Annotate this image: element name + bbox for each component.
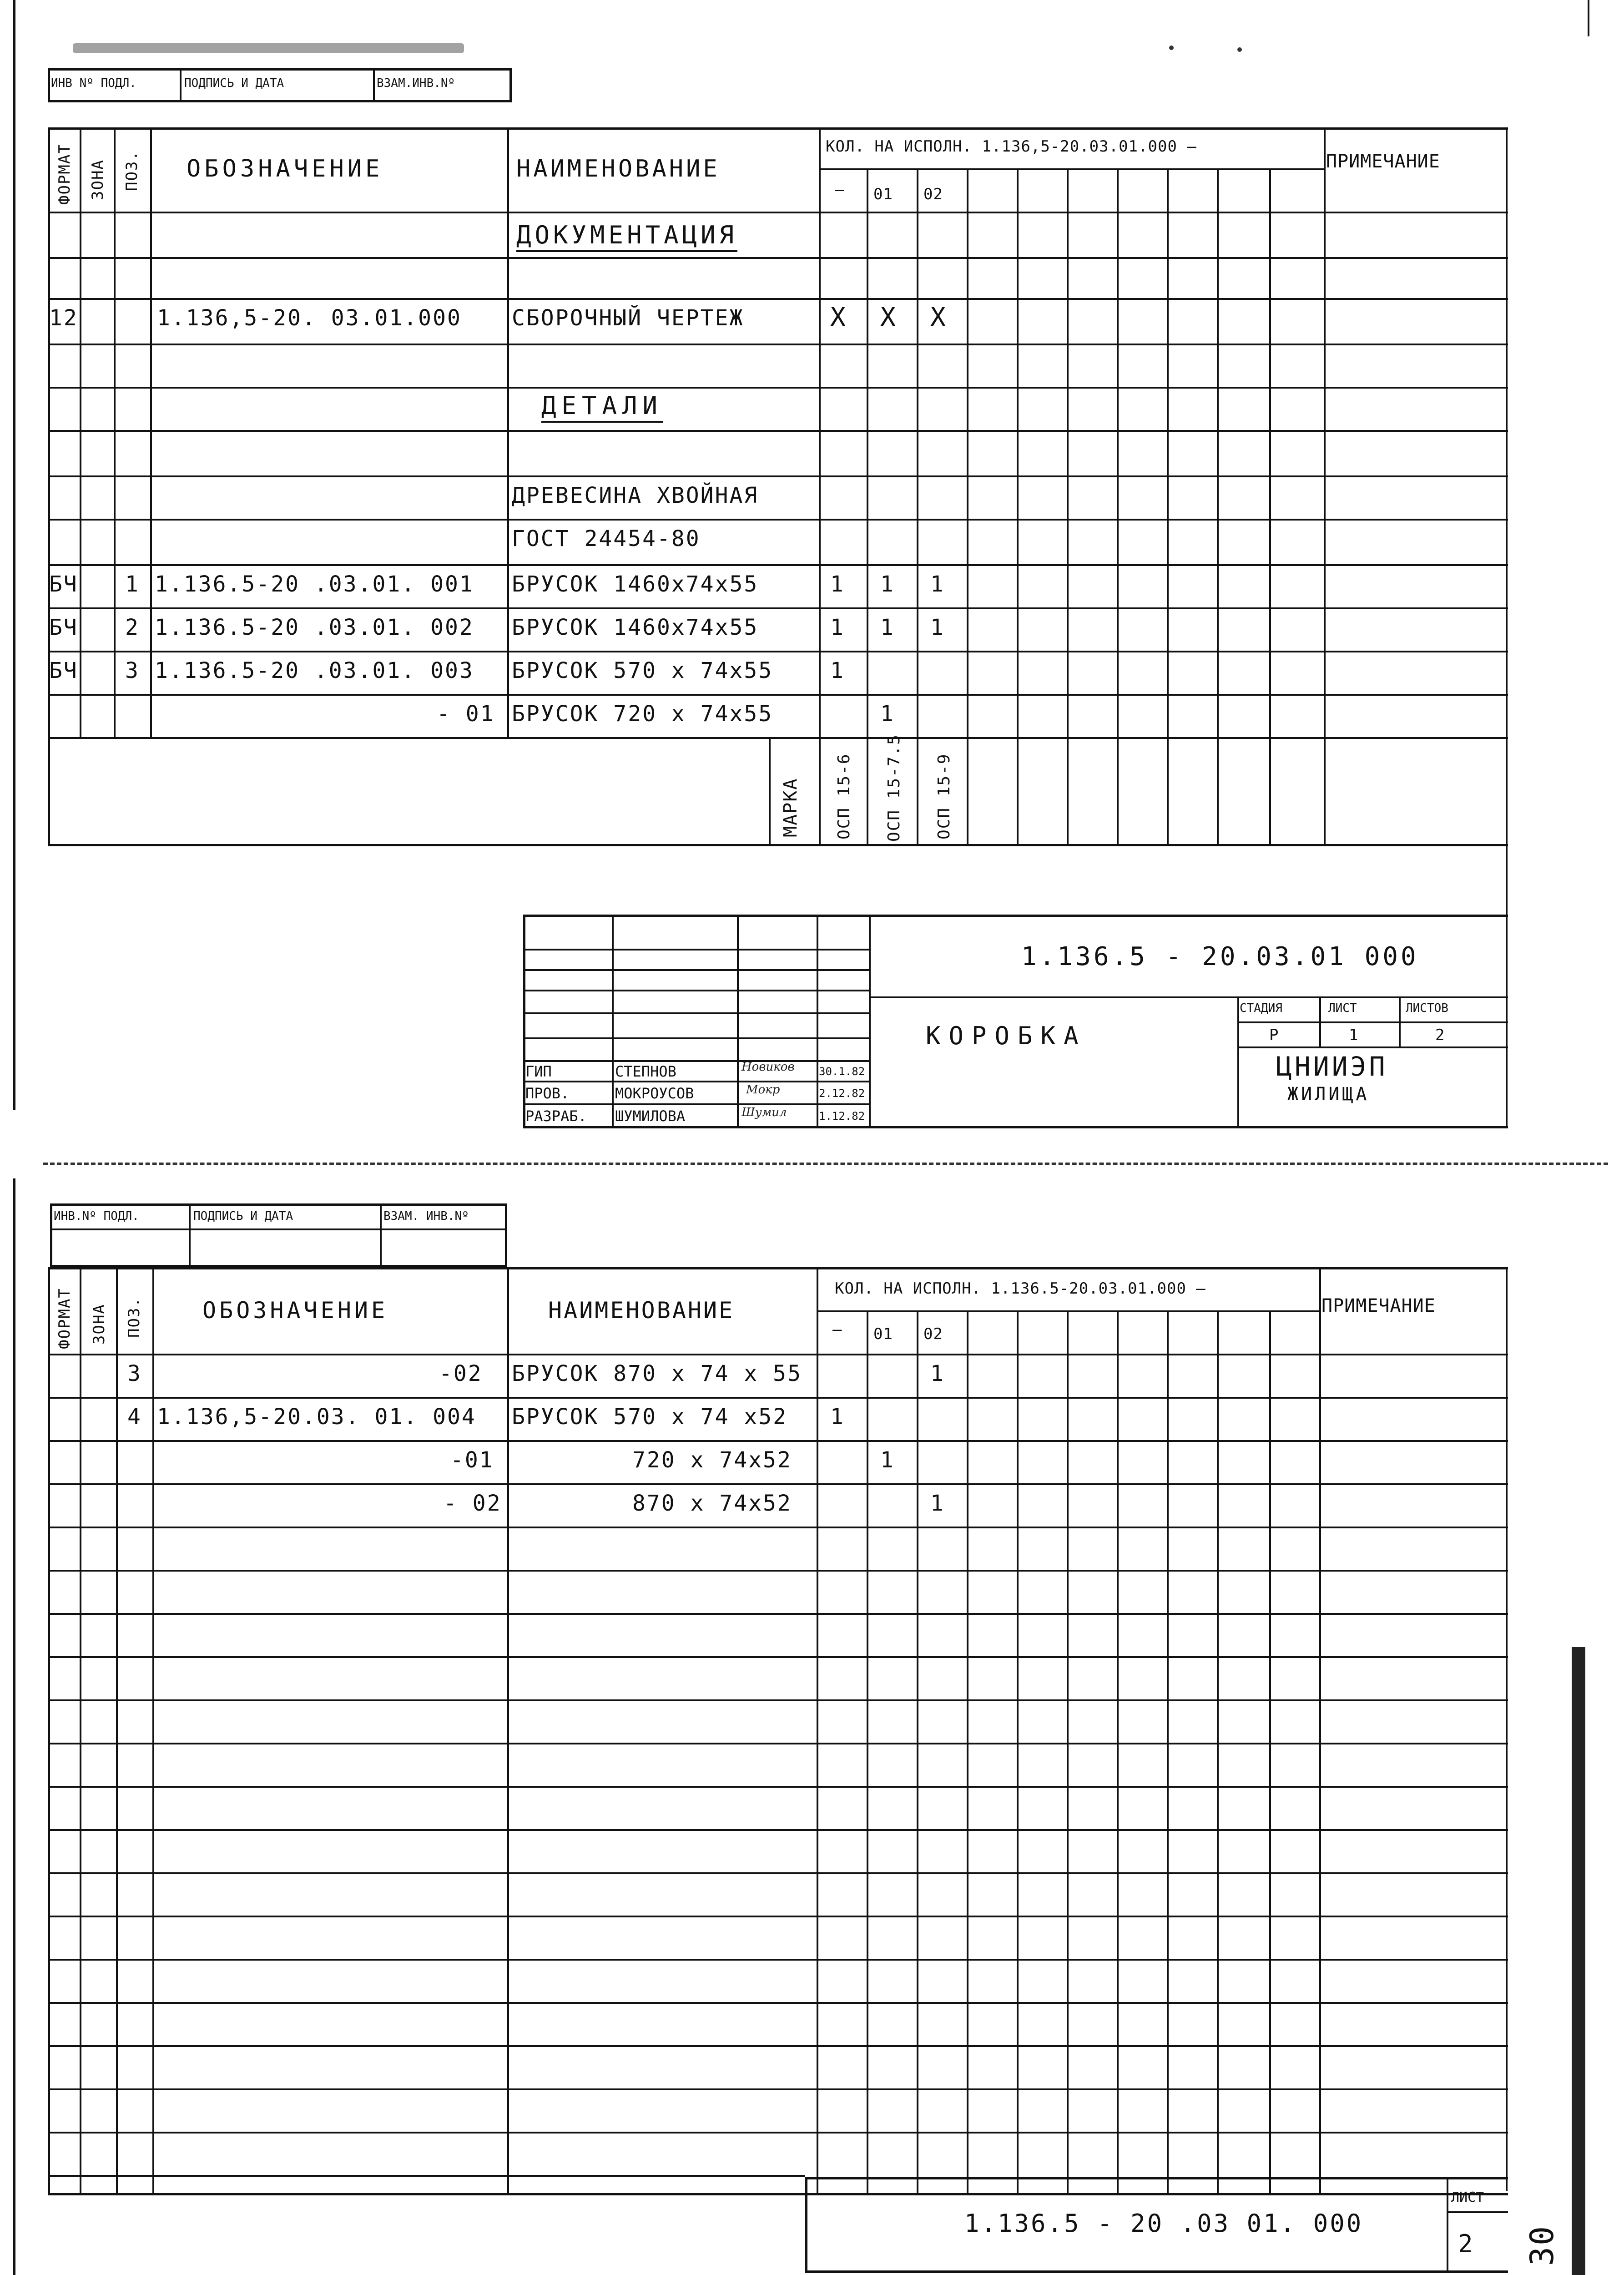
col-oboznachenie-header: ОБОЗНАЧЕНИЕ (202, 1297, 388, 1324)
part-name: БРУСОК 870 х 74 х 55 (512, 1361, 802, 1386)
doc-mark-3: X (930, 303, 947, 332)
part-name: БРУСОК 1460х74х55 (512, 615, 759, 640)
inv-podl-label: ИНВ Nº ПОДЛ. (51, 76, 136, 90)
vzam-inv-label: ВЗАМ.ИНВ.Nº (377, 76, 455, 90)
material-line-2: ГОСТ 24454-80 (512, 526, 701, 551)
staff-role: ГИП (525, 1063, 552, 1080)
footer-doc-number: 1.136.5 - 20 .03 01. 000 (964, 2209, 1363, 2238)
isp-02: 02 (923, 1325, 943, 1343)
staff-date: 2.12.82 (819, 1087, 865, 1100)
part-count-01: 1 (880, 701, 895, 727)
podpis-data-label: ПОДПИСЬ И ДАТА (193, 1209, 293, 1223)
col-primechanie-header: ПРИМЕЧАНИЕ (1321, 1295, 1436, 1316)
doc-mark-1: X (830, 303, 847, 332)
part-oboznachenie: - 02 (444, 1491, 502, 1516)
part-count-base: 1 (830, 658, 845, 683)
listov-label: ЛИСТОВ (1406, 1001, 1448, 1015)
inv-podl-label: ИНВ.Nº ПОДЛ. (54, 1209, 139, 1223)
part-count-01: 1 (880, 571, 895, 597)
staff-role: РАЗРАБ. (525, 1107, 587, 1125)
part-count-base: 1 (830, 1404, 845, 1430)
col-naimenovanie-header: НАИМЕНОВАНИЕ (516, 155, 720, 182)
col-naimenovanie-header: НАИМЕНОВАНИЕ (548, 1297, 735, 1324)
part-count-02: 1 (930, 615, 945, 640)
title-name: КОРОБКА (926, 1021, 1087, 1050)
part-name: БРУСОК 720 х 74х55 (512, 701, 773, 727)
part-poz: 2 (125, 615, 140, 640)
page-mark: 30 (1523, 2224, 1561, 2266)
signature-razrab: Шумил (741, 1106, 787, 1119)
staff-name: МОКРОУСОВ (615, 1085, 694, 1102)
part-format: БЧ (49, 571, 78, 597)
part-count-02: 1 (930, 1361, 945, 1386)
col-poz-header: ПОЗ. (123, 150, 141, 191)
marka-2: ОСП 15-7.5 (885, 734, 903, 842)
footer-list-value: 2 (1458, 2230, 1474, 2258)
staff-name: СТЕПНОВ (615, 1063, 676, 1080)
part-oboznachenie: - 01 (437, 701, 495, 727)
marka-3: ОСП 15-9 (935, 753, 953, 839)
signature-prov: Мокр (746, 1083, 780, 1097)
scan-edge (1572, 1647, 1585, 2275)
signature-gip: Новиков (741, 1060, 795, 1074)
part-oboznachenie: -02 (439, 1361, 483, 1386)
staff-date: 1.12.82 (819, 1110, 865, 1122)
doc-format: 12 (49, 305, 78, 331)
part-format: БЧ (49, 615, 78, 640)
part-oboznachenie: 1.136,5-20.03. 01. 004 (157, 1404, 476, 1430)
part-format: БЧ (49, 658, 78, 683)
col-zona-header: ЗОНА (89, 159, 107, 200)
part-count-base: 1 (830, 571, 845, 597)
col-format-header: ФОРМАТ (55, 1288, 74, 1349)
isp-02: 02 (923, 185, 943, 203)
part-name: БРУСОК 570 х 74 х52 (512, 1404, 788, 1430)
part-oboznachenie: 1.136.5-20 .03.01. 001 (155, 571, 474, 597)
part-name: 870 х 74х52 (632, 1491, 792, 1516)
col-poz-header: ПОЗ. (125, 1297, 143, 1338)
part-name: 720 х 74х52 (632, 1447, 792, 1473)
vzam-inv-label: ВЗАМ. ИНВ.Nº (383, 1209, 469, 1223)
marka-label: МАРКА (780, 778, 801, 837)
material-line-1: ДРЕВЕСИНА ХВОЙНАЯ (512, 483, 759, 508)
staff-role: ПРОВ. (525, 1085, 570, 1102)
footer-list-label: ЛИСТ (1451, 2189, 1484, 2205)
part-count-base: 1 (830, 615, 845, 640)
part-name: БРУСОК 570 х 74х55 (512, 658, 773, 683)
isp-01: 01 (873, 185, 893, 203)
part-poz: 1 (125, 571, 140, 597)
col-oboznachenie-header: ОБОЗНАЧЕНИЕ (187, 155, 383, 182)
part-oboznachenie: 1.136.5-20 .03.01. 002 (155, 615, 474, 640)
org-name-2: ЖИЛИЩА (1287, 1084, 1370, 1105)
isp-01: 01 (873, 1325, 893, 1343)
doc-oboznachenie: 1.136,5-20. 03.01.000 (157, 305, 462, 331)
list-label: ЛИСТ (1328, 1001, 1357, 1015)
doc-name: СБОРОЧНЫЙ ЧЕРТЕЖ (512, 305, 744, 331)
part-count-01: 1 (880, 1447, 895, 1473)
col-kol-header: КОЛ. НА ИСПОЛН. 1.136,5-20.03.01.000 — (826, 137, 1197, 156)
part-count-01: 1 (880, 615, 895, 640)
org-name-1: ЦНИИЭП (1276, 1051, 1388, 1082)
title-doc-number: 1.136.5 - 20.03.01 000 (1021, 942, 1419, 971)
section-documentation: ДОКУМЕНТАЦИЯ (516, 223, 737, 252)
col-format-header: ФОРМАТ (55, 143, 74, 205)
section-details: ДЕТАЛИ (541, 394, 663, 423)
part-count-02: 1 (930, 571, 945, 597)
marka-1: ОСП 15-6 (835, 753, 853, 839)
staff-date: 30.1.82 (819, 1065, 865, 1078)
part-count-02: 1 (930, 1491, 945, 1516)
part-poz: 3 (127, 1361, 142, 1386)
staff-name: ШУМИЛОВА (615, 1107, 686, 1125)
isp-dash: — (835, 181, 845, 199)
part-poz: 3 (125, 658, 140, 683)
part-oboznachenie: 1.136.5-20 .03.01. 003 (155, 658, 474, 683)
col-kol-header: КОЛ. НА ИСПОЛН. 1.136.5-20.03.01.000 — (835, 1279, 1206, 1298)
list-value: 1 (1349, 1026, 1359, 1044)
doc-mark-2: X (880, 303, 897, 332)
col-primechanie-header: ПРИМЕЧАНИЕ (1326, 151, 1440, 172)
part-name: БРУСОК 1460х74х55 (512, 571, 759, 597)
isp-dash: — (832, 1320, 842, 1339)
listov-value: 2 (1435, 1026, 1445, 1044)
col-zona-header: ЗОНА (90, 1304, 108, 1345)
part-poz: 4 (127, 1404, 142, 1430)
podpis-data-label: ПОДПИСЬ И ДАТА (184, 76, 284, 90)
stadia-label: СТАДИЯ (1240, 1001, 1282, 1015)
stadia-value: Р (1269, 1026, 1279, 1044)
sheet-divider (43, 1163, 1608, 1165)
part-oboznachenie: -01 (450, 1447, 494, 1473)
